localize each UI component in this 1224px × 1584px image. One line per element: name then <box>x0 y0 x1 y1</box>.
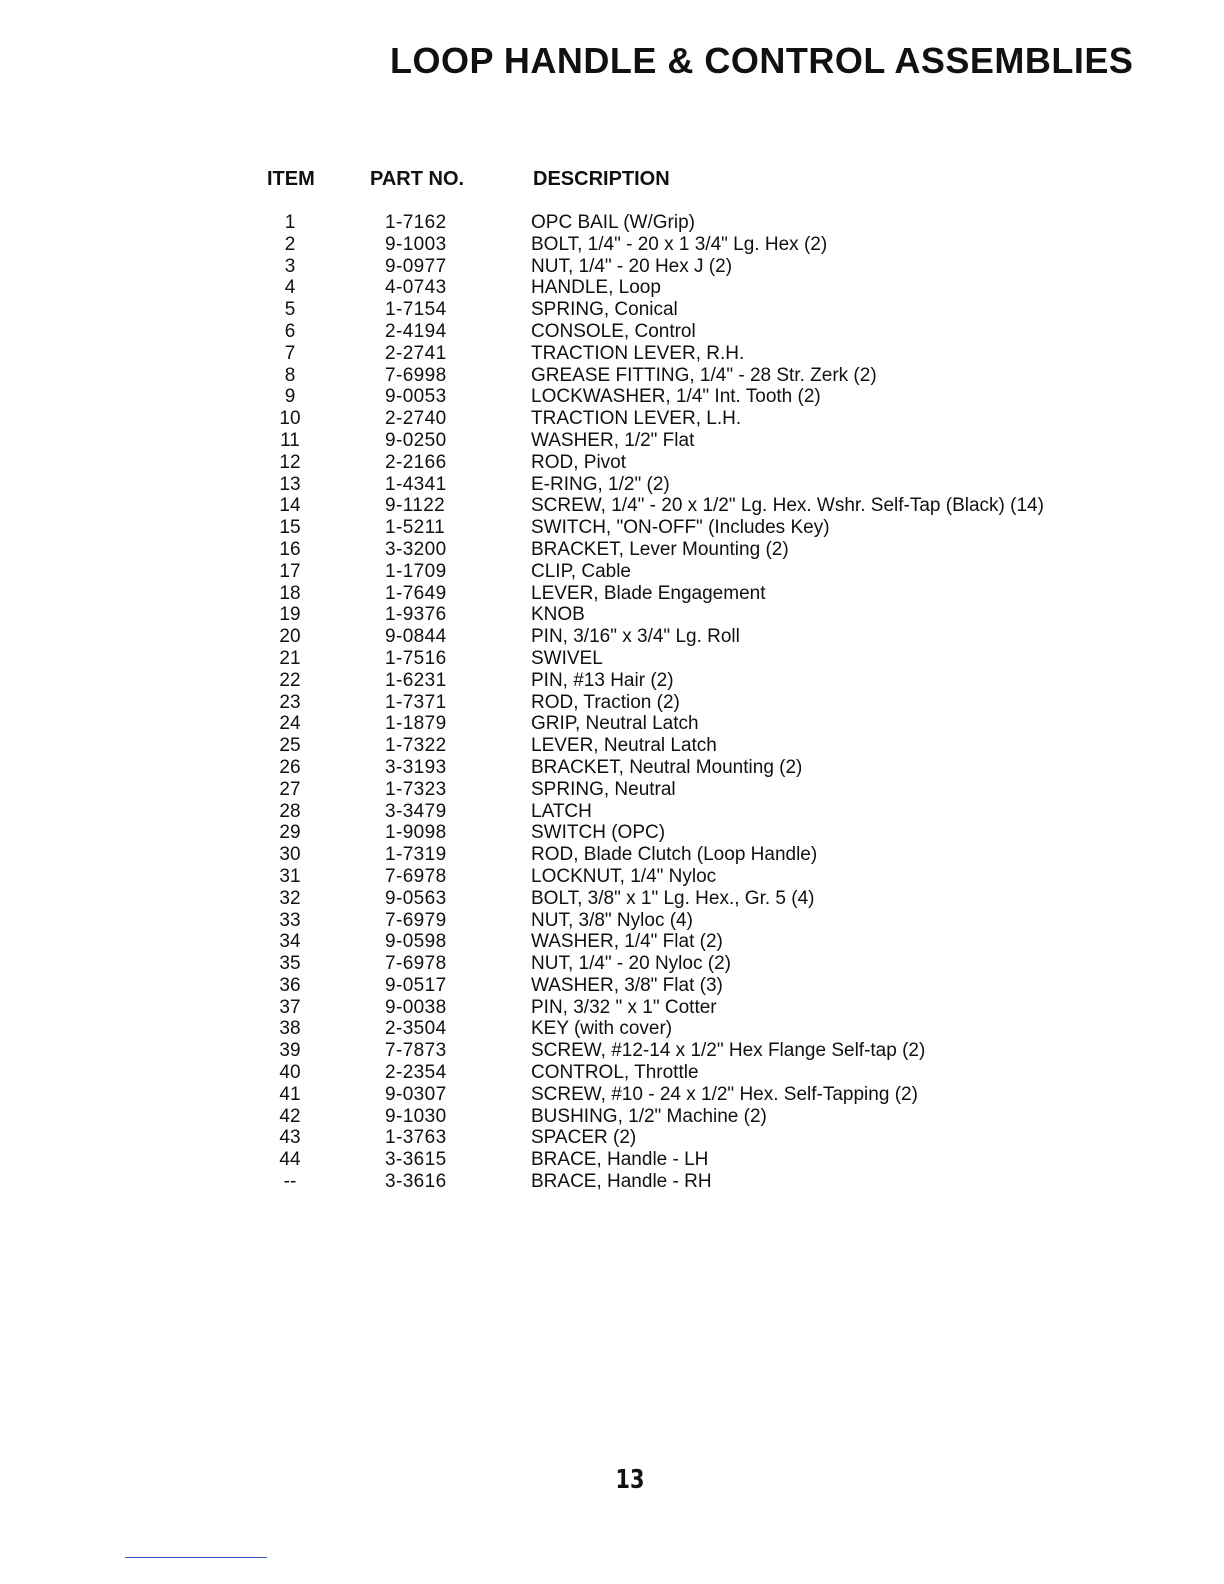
part-description: LOCKWASHER, 1/4" Int. Tooth (2) <box>531 386 821 408</box>
part-number: 1-7323 <box>385 778 447 800</box>
part-number: 9-0844 <box>385 626 447 648</box>
part-number: 1-7319 <box>385 844 447 866</box>
part-number: 9-0307 <box>385 1083 447 1105</box>
part-description: ROD, Pivot <box>531 451 627 473</box>
item-number: 31 <box>279 865 301 887</box>
item-number: 35 <box>279 953 301 975</box>
table-row <box>0 1149 1224 1171</box>
item-number: 37 <box>279 996 301 1018</box>
part-description: BUSHING, 1/2" Machine (2) <box>531 1105 767 1127</box>
item-number: 13 <box>279 473 301 495</box>
table-row <box>0 495 1224 517</box>
item-number: 12 <box>279 451 301 473</box>
table-row <box>0 561 1224 583</box>
item-number: 22 <box>279 669 301 691</box>
part-number: 9-0250 <box>385 429 447 451</box>
table-row <box>0 779 1224 801</box>
table-row <box>0 931 1224 953</box>
table-row <box>0 452 1224 474</box>
item-number: 30 <box>279 844 301 866</box>
part-number: 9-0598 <box>385 931 447 953</box>
part-description: CONTROL, Throttle <box>531 1062 699 1084</box>
part-number: 2-3504 <box>385 1018 447 1040</box>
item-number: 21 <box>279 647 301 669</box>
part-number: 2-2166 <box>385 451 447 473</box>
item-number: 43 <box>279 1127 301 1149</box>
page-number: 13 <box>615 1465 645 1495</box>
part-description: WASHER, 1/4" Flat (2) <box>531 931 723 953</box>
item-number: 2 <box>284 233 296 255</box>
part-description: BRACE, Handle - RH <box>531 1171 712 1193</box>
item-number: 36 <box>279 974 301 996</box>
item-number: 19 <box>279 604 301 626</box>
part-description: SCREW, #10 - 24 x 1/2" Hex. Self-Tapping (2) <box>531 1083 918 1105</box>
part-number: 9-0977 <box>385 255 447 277</box>
part-number: 3-3616 <box>385 1171 447 1193</box>
part-description: BOLT, 3/8" x 1" Lg. Hex., Gr. 5 (4) <box>531 887 815 909</box>
item-number: 17 <box>279 560 301 582</box>
part-number: 2-2740 <box>385 408 447 430</box>
part-number: 1-7371 <box>385 691 447 713</box>
part-description: KEY (with cover) <box>531 1018 673 1040</box>
part-number: 4-0743 <box>385 277 447 299</box>
table-row <box>0 801 1224 823</box>
part-description: KNOB <box>531 604 585 626</box>
item-number: 3 <box>284 255 296 277</box>
part-description: TRACTION LEVER, L.H. <box>531 408 742 430</box>
part-number: 9-0517 <box>385 974 447 996</box>
item-number: 15 <box>279 517 301 539</box>
part-description: LATCH <box>531 800 592 822</box>
table-row <box>0 713 1224 735</box>
part-number: 9-0563 <box>385 887 447 909</box>
part-description: CONSOLE, Control <box>531 320 696 342</box>
part-number: 2-4194 <box>385 320 447 342</box>
item-number: 25 <box>279 735 301 757</box>
item-number: 32 <box>279 887 301 909</box>
table-row <box>0 844 1224 866</box>
table-row <box>0 822 1224 844</box>
part-number: 1-9098 <box>385 822 447 844</box>
part-description: CLIP, Cable <box>531 560 631 582</box>
column-header-item: ITEM <box>267 168 315 190</box>
table-row <box>0 386 1224 408</box>
item-number: 20 <box>279 626 301 648</box>
part-number: 7-6979 <box>385 909 447 931</box>
item-number: 4 <box>284 277 296 299</box>
table-row <box>0 212 1224 234</box>
table-row <box>0 299 1224 321</box>
part-description: LEVER, Blade Engagement <box>531 582 766 604</box>
item-number: 44 <box>279 1149 301 1171</box>
item-number: 28 <box>279 800 301 822</box>
part-number: 1-6231 <box>385 669 447 691</box>
part-number: 1-1709 <box>385 560 447 582</box>
table-row <box>0 604 1224 626</box>
part-description: SPRING, Neutral <box>531 778 676 800</box>
item-number: -- <box>283 1171 297 1193</box>
item-number: 10 <box>279 408 301 430</box>
item-number: 26 <box>279 756 301 778</box>
table-row <box>0 234 1224 256</box>
part-description: SWITCH, "ON-OFF" (Includes Key) <box>531 517 830 539</box>
table-row <box>0 539 1224 561</box>
part-number: 1-7154 <box>385 299 447 321</box>
table-row <box>0 343 1224 365</box>
part-number: 3-3200 <box>385 538 447 560</box>
item-number: 6 <box>284 320 296 342</box>
part-description: ROD, Blade Clutch (Loop Handle) <box>531 844 818 866</box>
part-description: PIN, 3/32 " x 1" Cotter <box>531 996 717 1018</box>
part-description: BOLT, 1/4" - 20 x 1 3/4" Lg. Hex (2) <box>531 233 828 255</box>
table-row <box>0 953 1224 975</box>
part-number: 1-3763 <box>385 1127 447 1149</box>
part-description: BRACE, Handle - LH <box>531 1149 709 1171</box>
item-number: 41 <box>279 1083 301 1105</box>
part-description: LEVER, Neutral Latch <box>531 735 717 757</box>
item-number: 38 <box>279 1018 301 1040</box>
part-description: LOCKNUT, 1/4" Nyloc <box>531 865 717 887</box>
part-number: 9-1030 <box>385 1105 447 1127</box>
table-row <box>0 1062 1224 1084</box>
item-number: 23 <box>279 691 301 713</box>
item-number: 16 <box>279 538 301 560</box>
table-row <box>0 256 1224 278</box>
part-number: 1-9376 <box>385 604 447 626</box>
part-description: PIN, 3/16" x 3/4" Lg. Roll <box>531 626 740 648</box>
part-description: NUT, 1/4" - 20 Nyloc (2) <box>531 953 731 975</box>
part-description: PIN, #13 Hair (2) <box>531 669 674 691</box>
table-row <box>0 1171 1224 1193</box>
table-row <box>0 1127 1224 1149</box>
part-number: 9-1122 <box>385 495 446 517</box>
table-row <box>0 910 1224 932</box>
part-description: OPC BAIL (W/Grip) <box>531 212 695 233</box>
table-row <box>0 692 1224 714</box>
part-number: 3-3193 <box>385 756 447 778</box>
table-row <box>0 321 1224 343</box>
item-number: 5 <box>284 299 296 321</box>
table-row <box>0 1040 1224 1062</box>
part-description: SCREW, 1/4" - 20 x 1/2" Lg. Hex. Wshr. Self-Tap (Black) (14) <box>531 495 1044 517</box>
part-description: HANDLE, Loop <box>531 277 661 299</box>
table-row <box>0 408 1224 430</box>
item-number: 9 <box>284 386 296 408</box>
item-number: 39 <box>279 1040 301 1062</box>
part-description: BRACKET, Lever Mounting (2) <box>531 538 789 560</box>
item-number: 18 <box>279 582 301 604</box>
table-row <box>0 474 1224 496</box>
item-number: 1 <box>284 212 296 233</box>
part-description: GRIP, Neutral Latch <box>531 713 699 735</box>
part-description: WASHER, 3/8" Flat (3) <box>531 974 723 996</box>
page-title: LOOP HANDLE & CONTROL ASSEMBLIES <box>390 40 1134 81</box>
table-row <box>0 583 1224 605</box>
table-row <box>0 866 1224 888</box>
part-number: 9-0038 <box>385 996 447 1018</box>
part-description: E-RING, 1/2" (2) <box>531 473 670 495</box>
part-number: 3-3615 <box>385 1149 447 1171</box>
parts-list <box>0 212 1224 1193</box>
table-row <box>0 975 1224 997</box>
part-description: SPACER (2) <box>531 1127 637 1149</box>
column-header-part-no: PART NO. <box>370 168 465 190</box>
part-number: 1-7516 <box>385 647 447 669</box>
part-description: NUT, 3/8" Nyloc (4) <box>531 909 693 931</box>
table-row <box>0 277 1224 299</box>
item-number: 40 <box>279 1062 301 1084</box>
item-number: 8 <box>284 364 296 386</box>
table-row <box>0 517 1224 539</box>
item-number: 14 <box>279 495 301 517</box>
item-number: 24 <box>279 713 301 735</box>
item-number: 11 <box>280 429 300 451</box>
table-row <box>0 1106 1224 1128</box>
table-row <box>0 430 1224 452</box>
part-description: GREASE FITTING, 1/4" - 28 Str. Zerk (2) <box>531 364 877 386</box>
table-row <box>0 888 1224 910</box>
part-number: 7-6978 <box>385 865 447 887</box>
part-description: SWIVEL <box>531 647 603 669</box>
part-description: ROD, Traction (2) <box>531 691 680 713</box>
table-row <box>0 735 1224 757</box>
part-number: 1-7162 <box>385 212 447 233</box>
table-row <box>0 365 1224 387</box>
part-number: 1-5211 <box>385 517 446 539</box>
part-number: 1-4341 <box>385 473 447 495</box>
part-description: SWITCH (OPC) <box>531 822 666 844</box>
table-row <box>0 757 1224 779</box>
item-number: 27 <box>279 778 301 800</box>
part-number: 1-7322 <box>385 735 447 757</box>
item-number: 34 <box>279 931 301 953</box>
part-number: 9-0053 <box>385 386 447 408</box>
part-number: 7-6998 <box>385 364 447 386</box>
table-row <box>0 670 1224 692</box>
part-number: 9-1003 <box>385 233 447 255</box>
part-description: WASHER, 1/2" Flat <box>531 429 695 451</box>
table-row <box>0 1018 1224 1040</box>
item-number: 29 <box>279 822 301 844</box>
part-number: 1-1879 <box>385 713 447 735</box>
part-number: 2-2741 <box>385 342 447 364</box>
table-row <box>0 997 1224 1019</box>
footer-rule <box>125 1557 267 1558</box>
part-description: SPRING, Conical <box>531 299 678 321</box>
part-number: 7-7873 <box>385 1040 447 1062</box>
column-header-description: DESCRIPTION <box>533 168 670 190</box>
item-number: 42 <box>279 1105 301 1127</box>
part-number: 3-3479 <box>385 800 447 822</box>
part-description: NUT, 1/4" - 20 Hex J (2) <box>531 255 733 277</box>
item-number: 33 <box>279 909 301 931</box>
part-number: 1-7649 <box>385 582 447 604</box>
part-description: SCREW, #12-14 x 1/2" Hex Flange Self-tap (2) <box>531 1040 926 1062</box>
item-number: 7 <box>284 342 296 364</box>
part-description: TRACTION LEVER, R.H. <box>531 342 745 364</box>
table-row <box>0 648 1224 670</box>
part-number: 7-6978 <box>385 953 447 975</box>
part-description: BRACKET, Neutral Mounting (2) <box>531 756 803 778</box>
table-row <box>0 1084 1224 1106</box>
part-number: 2-2354 <box>385 1062 447 1084</box>
table-row <box>0 626 1224 648</box>
